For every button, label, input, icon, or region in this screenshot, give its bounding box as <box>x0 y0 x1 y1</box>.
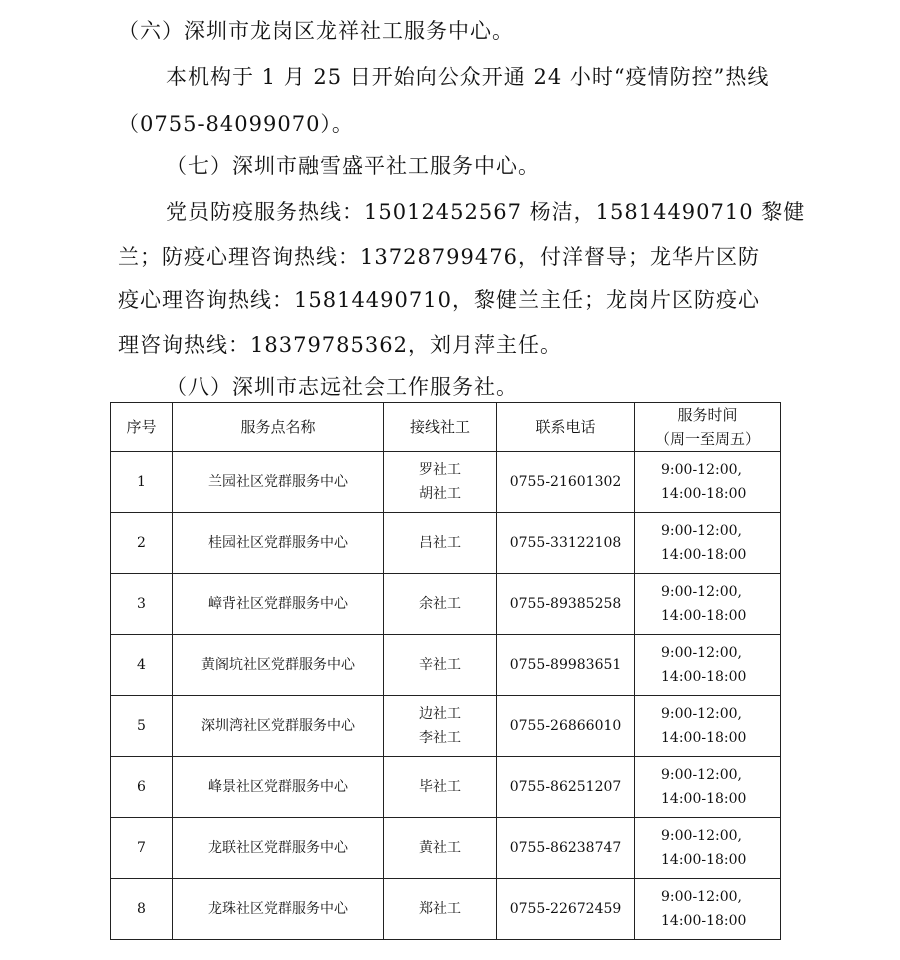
cell-no: 6 <box>111 757 173 818</box>
worker-name: 毕社工 <box>419 779 461 795</box>
worker-name: 李社工 <box>419 730 461 746</box>
cell-no: 5 <box>111 696 173 757</box>
cell-hours <box>635 513 781 574</box>
cell-name: 龙联社区党群服务中心 <box>173 818 384 879</box>
cell-worker <box>384 818 497 879</box>
paragraph-7-line-2: 兰；防疫心理咨询热线：13728799476，付洋督导；龙华片区防 <box>118 245 760 269</box>
table-row <box>111 696 781 757</box>
hours-afternoon: 14:00-18:00 <box>661 913 747 929</box>
cell-worker <box>384 574 497 635</box>
hours-afternoon: 14:00-18:00 <box>661 547 747 563</box>
cell-worker <box>384 696 497 757</box>
cell-phone: 0755-89983651 <box>497 635 635 696</box>
hours-morning: 9:00-12:00, <box>661 584 742 600</box>
hours-morning: 9:00-12:00, <box>661 523 742 539</box>
cell-phone: 0755-26866010 <box>497 696 635 757</box>
hours-morning: 9:00-12:00, <box>661 767 742 783</box>
header-no: 序号 <box>111 403 173 452</box>
hours-morning: 9:00-12:00, <box>661 645 742 661</box>
hours-afternoon: 14:00-18:00 <box>661 486 747 502</box>
cell-hours <box>635 818 781 879</box>
hours-morning: 9:00-12:00, <box>661 706 742 722</box>
cell-hours <box>635 879 781 940</box>
cell-name: 峰景社区党群服务中心 <box>173 757 384 818</box>
cell-no: 1 <box>111 452 173 513</box>
section-heading-6: （六）深圳市龙岗区龙祥社工服务中心。 <box>118 19 514 43</box>
hours-morning: 9:00-12:00, <box>661 889 742 905</box>
cell-no: 2 <box>111 513 173 574</box>
header-phone: 联系电话 <box>497 403 635 452</box>
hours-afternoon: 14:00-18:00 <box>661 730 747 746</box>
worker-name: 辛社工 <box>419 657 461 673</box>
worker-name: 胡社工 <box>419 486 461 502</box>
cell-name: 黄阁坑社区党群服务中心 <box>173 635 384 696</box>
worker-name: 吕社工 <box>419 535 461 551</box>
hours-afternoon: 14:00-18:00 <box>661 852 747 868</box>
hours-afternoon: 14:00-18:00 <box>661 608 747 624</box>
table-body <box>111 452 781 940</box>
cell-hours <box>635 635 781 696</box>
cell-hours <box>635 574 781 635</box>
cell-phone: 0755-33122108 <box>497 513 635 574</box>
cell-hours <box>635 452 781 513</box>
cell-phone: 0755-21601302 <box>497 452 635 513</box>
section-heading-7: （七）深圳市融雪盛平社工服务中心。 <box>166 154 540 178</box>
paragraph-6-line-1: 本机构于 1 月 25 日开始向公众开通 24 小时“疫情防控”热线 <box>166 65 770 89</box>
cell-name: 兰园社区党群服务中心 <box>173 452 384 513</box>
paragraph-7-line-4: 理咨询热线：18379785362，刘月萍主任。 <box>118 333 562 357</box>
section-heading-8: （八）深圳市志远社会工作服务社。 <box>166 375 518 399</box>
header-hours-line-1: 服务时间 <box>677 406 738 424</box>
cell-name: 龙珠社区党群服务中心 <box>173 879 384 940</box>
table-header-row <box>111 403 781 452</box>
cell-name: 深圳湾社区党群服务中心 <box>173 696 384 757</box>
worker-name: 黄社工 <box>419 840 461 856</box>
paragraph-6-line-2: （0755-84099070）。 <box>118 112 354 136</box>
table-row <box>111 757 781 818</box>
hours-afternoon: 14:00-18:00 <box>661 669 747 685</box>
cell-worker <box>384 513 497 574</box>
cell-phone: 0755-86238747 <box>497 818 635 879</box>
paragraph-7-line-3: 疫心理咨询热线：15814490710，黎健兰主任；龙岗片区防疫心 <box>118 288 760 312</box>
header-worker: 接线社工 <box>384 403 497 452</box>
cell-no: 4 <box>111 635 173 696</box>
hours-morning: 9:00-12:00, <box>661 828 742 844</box>
cell-worker <box>384 757 497 818</box>
cell-phone: 0755-89385258 <box>497 574 635 635</box>
cell-name: 嶂背社区党群服务中心 <box>173 574 384 635</box>
table-row <box>111 818 781 879</box>
hours-morning: 9:00-12:00, <box>661 462 742 478</box>
header-name: 服务点名称 <box>173 403 384 452</box>
cell-hours <box>635 696 781 757</box>
cell-phone: 0755-86251207 <box>497 757 635 818</box>
table-row <box>111 452 781 513</box>
header-hours <box>635 403 781 452</box>
cell-worker <box>384 452 497 513</box>
header-hours-line-2: （周一至周五） <box>654 430 760 448</box>
worker-name: 余社工 <box>419 596 461 612</box>
cell-phone: 0755-22672459 <box>497 879 635 940</box>
cell-worker <box>384 635 497 696</box>
cell-no: 3 <box>111 574 173 635</box>
table-row <box>111 879 781 940</box>
cell-hours <box>635 757 781 818</box>
cell-worker <box>384 879 497 940</box>
paragraph-7-line-1: 党员防疫服务热线：15012452567 杨洁，15814490710 黎健 <box>166 200 806 224</box>
table-row <box>111 513 781 574</box>
table-row <box>111 635 781 696</box>
worker-name: 罗社工 <box>419 462 461 478</box>
table-row <box>111 574 781 635</box>
service-points-table <box>110 402 781 940</box>
cell-no: 8 <box>111 879 173 940</box>
hours-afternoon: 14:00-18:00 <box>661 791 747 807</box>
worker-name: 郑社工 <box>419 901 461 917</box>
worker-name: 边社工 <box>419 706 461 722</box>
cell-no: 7 <box>111 818 173 879</box>
cell-name: 桂园社区党群服务中心 <box>173 513 384 574</box>
